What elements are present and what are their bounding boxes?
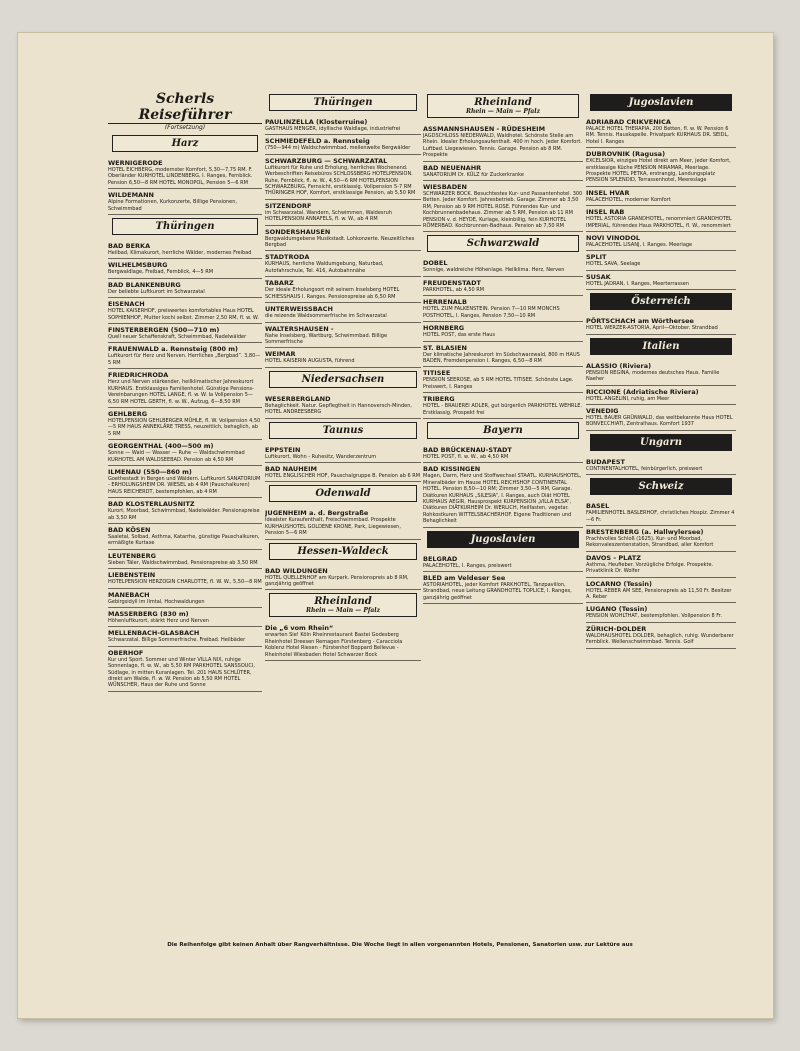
region-heading <box>112 135 258 152</box>
region-heading <box>269 593 417 617</box>
region-heading <box>427 422 579 439</box>
listing-location: ADRIABAD CRIKVENICA <box>586 118 671 126</box>
listing-location: INSEL RAB <box>586 208 625 217</box>
listing-entry <box>265 444 421 463</box>
listing-description: Nahe Inselsberg, Wartburg, Schwimmbad. Billige Sommerfrische <box>265 332 388 345</box>
listing-entry <box>265 116 421 135</box>
listing-entry <box>265 251 421 277</box>
listing-entry <box>108 608 262 627</box>
region-heading-text: Italien <box>642 340 680 352</box>
listing-description: im Schwarzatal. Wandern, Schwimmen, Waldesruh HOTELPENSION ANNAFELS, fl. w. W., ab 4 RM <box>265 209 392 223</box>
listing-entry <box>265 507 421 539</box>
listing-entry <box>265 135 421 154</box>
listing-entry <box>586 456 736 475</box>
listing-entry <box>423 444 583 463</box>
listing-description: Der ideale Erholungsort mit seinem Inselsberg HOTEL SCHIESSHAUS I. Ranges. Pensionspreise ab 6,50 RM <box>265 287 400 300</box>
listing-description: HOTEL ENGLISCHER HOF, Pauschalgruppe B. Pension ab 6 RM <box>265 472 421 479</box>
listing-entry <box>586 251 736 270</box>
listing-description: Der klimatische Jahreskurort im Südschwarzwald, 800 m HAUS BADEN, Fremdenpension I. Ranges, 6,50—8 RM <box>423 351 580 364</box>
listing-location: SITZENDORF <box>265 201 312 210</box>
guide-title: Scherls Reiseführer <box>108 91 262 124</box>
listing-description: FAMILIENHOTEL BASLERHOF, christliches Hospiz. Zimmer 4—6 Fr. <box>586 510 735 523</box>
listing-description: HOTEL ANGELINI, ruhig, am Meer <box>586 395 670 402</box>
region-heading-subtitle: Rhein — Main — Pfalz <box>465 108 540 115</box>
listing-entry <box>586 187 736 206</box>
region-heading-text: Schwarzwald <box>466 238 540 250</box>
listing-description: Sonnige, waldreiche Höhenlage. Heilklima. Herz, Nerven <box>423 267 565 274</box>
listing-description: PARKHOTEL, ab 4,50 RM <box>423 286 485 293</box>
listing-description: PENSION SEEROSE, ab 5 RM HOTEL TITISEE. Schönste Lage. Preiswert, I. Ranges <box>423 377 574 390</box>
region-heading-text: Ungarn <box>639 436 682 448</box>
region-heading <box>112 218 258 235</box>
listing-entry <box>108 550 262 569</box>
listing-description: SANATORIUM Dr. KÜLZ für Zuckerkranke <box>423 171 524 178</box>
listing-entry <box>423 123 583 162</box>
listing-entry <box>423 367 583 393</box>
listing-location: BASEL <box>586 502 610 511</box>
listing-entry <box>265 348 421 367</box>
listing-entry <box>108 647 262 692</box>
listing-description: HOTEL JADRAN, I. Ranges, Meerterrassen <box>586 280 689 287</box>
region-heading <box>590 293 732 310</box>
listing-entry <box>586 315 736 334</box>
listing-location: BRESTENBERG (a. Hallwylersee) <box>586 527 704 536</box>
listing-description: KURHAUS, herrliche Waldumgebung, Naturbad, Autofahrschule, Tel. 416, Autobahnnähe <box>265 261 384 274</box>
listing-location: SUSAK <box>586 272 611 281</box>
listing-description: Luftkurort für Ruhe und Erholung, herrliches Wochenend. Werbeschriften Reisebüros SCHLOSSBERG HOTELPENSION. Ruhe, Fernblick, fl. w. W., 4,50—6 RM HOTELPENSION SCHWARZBURG, Fernsicht, erstklassig. Vollpension 5-7 RM THÜRINGER HOF, Komfort, erstklassige Pension, ab 5,50 RM <box>265 164 416 197</box>
listing-description: PALACEHOTEL, moderner Komfort <box>586 196 671 203</box>
listing-description: HOTEL POST, fl. w. W., ab 4,50 RM <box>423 453 509 460</box>
column-1 <box>108 91 262 692</box>
region-heading <box>590 478 732 495</box>
listing-entry <box>586 206 736 232</box>
listing-description: PENSION REGINA, modernes deutsches Haus. Familie Naeher <box>586 369 720 383</box>
listing-description: JAGDSCHLOSS NIEDERWALD, Waldhotel. Schönste Stelle am Rhein. Idealer Erholungsaufenthalt. 400 m hoch. Jeder Komfort. Luftbad. Liegewiesen. Tennis. Garage. Pension ab 8 RM. Prospekte <box>423 133 582 159</box>
listing-location: LIEBENSTEIN <box>108 571 156 580</box>
listing-entry <box>108 259 262 278</box>
listing-entry <box>586 603 736 622</box>
region-heading <box>427 235 579 252</box>
listing-description: EXCELSIOR, einziges Hotel direkt am Meer, jeder Komfort, erstklassige Küche PENSION MIRAMAR, Meerlage. Prospekte HOTEL PETKA, erstrangig, Landungsplatz PENSION SPLENDID, Terrassenhotel, Meereslage <box>586 158 731 184</box>
listing-location: SPLIT <box>586 253 607 262</box>
listing-description: PENSION WOHLTHAT, bestempfohlen. Vollpension 8 Fr. <box>586 613 722 620</box>
region-heading <box>590 338 732 355</box>
listing-entry <box>586 552 736 578</box>
listing-location: RICCIONE (Adriatische Riviera) <box>586 387 699 396</box>
listing-description: HOTEL KAISERIN AUGUSTA, führend <box>265 358 355 365</box>
listing-description: Herz und Nerven stärkender, heilklimatischer Jahreskurort KURHAUS. Erstklassiges Familienhotel. Günstige Pensions-Vereinbarungen HOTEL LANGE, fl. w. W. Ia Vollpension 5—6,50 RM HOTEL GERTH, fl. w. W., Aufzug, 6—8,50 RM <box>108 379 254 405</box>
listing-entry <box>423 277 583 296</box>
listing-entry <box>108 298 262 324</box>
listing-entry <box>586 500 736 526</box>
listing-entry <box>586 526 736 552</box>
listing-location: TABARZ <box>265 279 294 288</box>
listing-description: Saaletal, Solbad, Asthma, Katarrhe, günstige Pauschalkuren, ermäßigte Kurtaxe <box>108 533 260 547</box>
magazine-page <box>18 33 773 1018</box>
listing-location: WALTERSHAUSEN - <box>265 324 334 333</box>
listing-entry <box>108 279 262 298</box>
listing-description: HOTEL REBER AM SEE, Pensionspreis ab 11,50 Fr. Besitzer A. Reber <box>586 587 732 600</box>
listing-location: GEHLBERG <box>108 409 148 418</box>
listing-location: TITISEE <box>423 369 451 378</box>
listing-location: LEUTENBERG <box>108 551 156 560</box>
listing-description: PALACE HOTEL THERAPIA, 200 Betten, fl. w. W. Pension 6 RM. Tennis. Hauskapelle. Privatpark KURHAUS DR. SEIDL, Hotel I. Ranges <box>586 126 729 145</box>
listing-entry <box>265 463 421 482</box>
listing-location: INSEL HVAR <box>586 188 630 197</box>
listing-location: WILHELMSBURG <box>108 261 168 270</box>
listing-location: WILDEMANN <box>108 191 154 200</box>
listing-entry <box>108 408 262 440</box>
listing-description: Heilbad, Klimakurort, herrliche Wälder, modernes Freibad <box>108 250 252 257</box>
region-heading-text: Thüringen <box>313 97 373 108</box>
listing-location: BAD BLANKENBURG <box>108 280 181 289</box>
listing-entry <box>265 565 421 591</box>
listing-entry <box>586 116 736 148</box>
listing-location: ALASSIO (Riviera) <box>586 361 652 370</box>
listing-entry <box>265 323 421 349</box>
listing-entry <box>586 271 736 290</box>
footer-note: Die Reihenfolge gibt keinen Anhalt über Rangverhältnisse. Die Woche liegt in allen vorgenannten Hotels, Pensionen, Sanatorien usw. zur Lektüre aus <box>167 942 633 948</box>
region-heading-subtitle: Rhein — Main — Pfalz <box>305 607 380 615</box>
region-heading-text: Jugoslavien <box>628 97 694 108</box>
listing-location: OBERHOF <box>108 648 144 657</box>
listing-location: FREUDENSTADT <box>423 278 481 287</box>
listing-location: LOCARNO (Tessin) <box>586 579 652 588</box>
column-3 <box>423 91 583 604</box>
listing-location: BAD KÖSEN <box>108 525 151 534</box>
region-heading-text: Odenwald <box>315 488 371 500</box>
region-heading-text: Thüringen <box>155 221 215 233</box>
listing-location: DAVOS - PLATZ <box>586 553 641 562</box>
listing-description: Kur und Sport. Sommer und Winter VILLA NIX, ruhige Sonnenlage, fl. w. W., ab 5,50 RM PARKHOTEL SANSSOUCI, Südlage, in mitten Kuranlagen. Tel. 201 HAUS SCHLÜTER, direkt am Walde, fl. w. W. Pension ab 5,50 RM HOTEL WÜNSCHER, Haus der Ruhe und Sonne <box>108 656 255 689</box>
listing-description: HOTEL EICHBERG, modernster Komfort, 5,30—7,75 RM. F. Oberländer KURHOTEL LINDENBERG, I. Ranges, Fernblick. Pension 6,50—8 RM HOTEL MONOPOL, Pension 5—6 RM <box>108 167 253 186</box>
region-heading-text: Harz <box>171 138 199 149</box>
listing-location: ILMENAU (550—860 m) <box>108 467 192 476</box>
listing-entry <box>265 200 421 226</box>
listing-description: erwarten Sie! Köln Rheinrestaurant Bastei Godesberg Rheinhotel Dreesen Remagen Fürstenberg - Caracciola Koblenz Hotel Riesen - Fürstenhof Boppard Bellevue - Rheinhotel Wiesbaden Hotel Schwarzer Bock <box>265 632 403 658</box>
listing-entry <box>265 622 421 661</box>
listing-description: HOTEL BAUER GRÜNWALD, das weltbekannte Haus HOTEL BONVECCHIATI, Zentralhaus. Komfort 1937 <box>586 414 733 428</box>
listing-description: Magen, Darm, Herz und Stoffwechsel STAATL. KURHAUSHOTEL, Mineralbäder im Hause HOTEL REICHSHOF CONTINENTAL HOTEL. Pension 8,50—10 RM; Zimmer 3,50—5 RM, Garage. Diätkuren KURHAUS „SILESIA“, I. Ranges, auch Diät HOTEL KURHAUS AEGIR, Hausprospekt KURPENSION „VILLA ELSA“, Diätkuren DIÄTKURHEIM Dr. WERLICH, Heilfasten, vegetar. Rohkostkuren WITTELSBACHERHOF. Eigene Traditionen und Behaglichkeit <box>423 473 582 525</box>
listing-location: UNTERWEISSBACH <box>265 305 333 314</box>
listing-description: Alpine Formationen, Kurkonzerte, Billige Pensionen, Schwimmbad <box>108 199 238 212</box>
listing-location: MASSERBERG (830 m) <box>108 610 189 618</box>
region-heading <box>269 94 417 111</box>
listing-entry <box>586 232 736 251</box>
listing-entry <box>586 148 736 187</box>
listing-entry <box>108 627 262 646</box>
listing-location: PÖRTSCHACH am Wörthersee <box>586 317 694 326</box>
listing-entry <box>423 162 583 181</box>
listing-description: WALDHAUSHOTEL DOLDER, behaglich, ruhig. Wunderbarer Fernblick. Wellenschwimmbad. Tennis. Golf <box>586 632 734 646</box>
listing-location: JUGENHEIM a. d. Bergstraße <box>265 509 369 518</box>
listing-location: LUGANO (Tessin) <box>586 605 648 614</box>
guide-subtitle: (Fortsetzung) <box>164 124 206 131</box>
listing-description: Behaglichkeit. Natur. Gepflegtheit in Hannoversch-Minden, HOTEL ANDREESBERG <box>265 402 412 416</box>
listing-location: BAD NEUENAHR <box>423 163 482 172</box>
column-2 <box>265 91 421 661</box>
listing-location: FRIEDRICHRODA <box>108 371 169 380</box>
region-heading <box>427 94 579 118</box>
listing-location: WERNIGERODE <box>108 159 163 167</box>
region-heading-text: Niedersachsen <box>301 373 385 385</box>
listing-location: Die „6 vom Rhein“ <box>265 624 334 633</box>
region-heading <box>427 531 579 548</box>
listing-location: WIESBADEN <box>423 183 467 192</box>
listing-description: die reizende Waldsommerfrische im Schwarzatal <box>265 313 387 320</box>
listing-location: MELLENBACH-GLASBACH <box>108 629 200 638</box>
listing-description: Schwarzatal. Billige Sommerfrische. Freibad. Heilbäder <box>108 637 246 644</box>
region-heading-text: Jugoslavien <box>470 533 536 545</box>
column-4 <box>586 91 736 649</box>
listing-description: PALACEHOTEL LISANJ, I. Ranges. Meerlage <box>586 242 693 249</box>
region-heading-text: Bayern <box>483 424 523 436</box>
listing-description: Höhenluftkurort, stärkt Herz und Nerven <box>108 618 209 624</box>
listing-location: SONDERSHAUSEN <box>265 227 331 236</box>
listing-entry <box>108 189 262 215</box>
region-heading-text: Hessen-Waldeck <box>297 545 389 557</box>
listing-entry <box>423 463 583 527</box>
listing-entry <box>265 277 421 303</box>
listing-entry <box>423 572 583 604</box>
listing-description: (750—944 m) Waldschwimmbad, meilenweite Bergwälder <box>265 145 411 152</box>
listing-description: Bergwaldumgebene Musikstadt. Lohkonzerte. Neuzeitliches Bergbad <box>265 235 415 249</box>
listing-entry <box>265 226 421 252</box>
region-heading <box>269 422 417 439</box>
listing-description: Quell neuer Schaffenskraft, Schwimmbad, Nadelwälder <box>108 334 247 341</box>
listing-description: Sieben Täler, Waldschwimmbad, Pensionspreise ab 3,50 RM <box>108 559 258 566</box>
listing-description: Der beliebte Luftkurort im Schwarzatal <box>108 288 205 295</box>
listing-location: TRIBERG <box>423 395 455 404</box>
listing-location: BUDAPEST <box>586 457 625 466</box>
listing-location: STADTRODA <box>265 253 310 262</box>
listing-description: Luftkurort für Herz und Nerven. Herrliches „Bergbad“. 3,80—5 RM <box>108 353 261 366</box>
listing-entry <box>108 589 262 608</box>
listing-location: MANEBACH <box>108 590 150 599</box>
listing-entry <box>108 324 262 343</box>
listing-description: HOTELPENSION HERZOGIN CHARLOTTE, fl. W. W., 5,50—8 RM <box>108 579 262 586</box>
listing-description: HOTEL KAISERHOF, preiswertes komfortables Haus HOTEL SOPHIENHOF, Mutter kochi selbst. Zimmer 2,50 RM, fl. w. W. <box>108 308 259 321</box>
listing-location: WESERBERGLAND <box>265 394 331 403</box>
listing-description: Asthma, Heufieber. Vorzügliche Erfolge. Prospekte. Privatklinik Dr. Wolfer <box>586 561 714 575</box>
listing-description: Bergwaldlage, Freibad, Fernblick, 4—5 RM <box>108 269 214 276</box>
listing-description: Idealster Kuraufenthalt, Freischwimmbad. Prospekte KURHAUSHOTEL GOLDENE KRONE, Park, Liegewiesen, Pension 5—6 RM <box>265 517 401 537</box>
region-heading <box>269 485 417 502</box>
listing-description: HOTELPENSION GEHLBERGER MÜHLE, fl. W. Vollpension 4,50—5 RM HAUS ANNEKLÄRE TRESS, neuzeitlich, behaglich, ab 5 RM <box>108 417 261 437</box>
listing-description: SCHWARZER BOCK. Besuchtestes Kur- und Passantenhotel. 300 Betten. Jeder Komfort. Jahresbetrieb. Garage. Zimmer ab 3,50 RM, Pension ab 9 RM HOTEL ROSE. Führendes Kur- und Kochbrunnenbadehaus. Zimmer ab 5 RM, Pension ab 11 RM PENSION v. d. HEYDE, Kurlage, kleinbillig, fein KURHOTEL RÖMERBAD. Kochbrunnen-Badhaus. Pension ab 7,50 RM <box>423 191 583 230</box>
listing-description: HOTEL ZUM FALKENSTEIN. Pension 7—10 RM MONCHS POSTHOTEL, I. Ranges, Pension 7,50—10 RM <box>423 306 560 319</box>
region-heading-text: Rheinland <box>314 596 372 608</box>
listing-description: HOTEL QUELLENHOF am Kurpark. Pensionspreis ab 8 RM, ganzjährig geöffnet <box>265 574 409 587</box>
listing-location: WEIMAR <box>265 350 296 359</box>
listing-location: BAD WILDUNGEN <box>265 566 328 575</box>
listing-location: EPPSTEIN <box>265 445 301 454</box>
listing-description: ASTORIAHOTEL, jeder Komfort PARKHOTEL, Tanzpavillon, Strandbad, neue Leitung GRANDHOTEL TOPLICE, I. Ranges, ganzjährig geöffnet <box>423 582 572 601</box>
listing-entry <box>108 369 262 408</box>
region-heading <box>269 543 417 560</box>
listing-entry <box>108 524 262 550</box>
listing-description: HOTEL POST, das erste Haus <box>423 332 496 339</box>
listing-entry <box>586 623 736 649</box>
listing-entry <box>108 157 262 189</box>
listing-description: HOTEL WERZER-ASTORIA, April—Oktober. Strandbad <box>586 325 718 332</box>
listing-description: Kurort, Moorbad, Schwimmbad, Nadelwälder. Pensionspreise ab 3,50 RM <box>108 508 260 521</box>
listing-entry <box>265 393 421 419</box>
listing-location: PAULINZELLA (Klosterruine) <box>265 118 368 126</box>
listing-description: Luftkurort, Wohn - Ruhesitz, Wanderzentrum <box>265 453 377 460</box>
listing-description: HOTEL SAVA, Seelage <box>586 261 641 268</box>
listing-location: BAD BERKA <box>108 242 151 251</box>
listing-location: GEORGENTHAL (400—500 m) <box>108 442 214 451</box>
listing-location: EISENACH <box>108 300 145 309</box>
listing-location: ASSMANNSHAUSEN - RÜDESHEIM <box>423 125 546 133</box>
region-heading <box>269 371 417 388</box>
listing-location: BELGRAD <box>423 554 458 563</box>
listing-description: Prachtvolles Schloß (1625), Kur- und Moorbad, Rekonvaleszentenstation, Strandbad, aller Komfort <box>586 535 714 549</box>
listing-entry <box>586 360 736 386</box>
listing-location: BAD KISSINGEN <box>423 465 481 474</box>
listing-location: DOBEL <box>423 259 448 268</box>
listing-entry <box>108 440 262 466</box>
listing-entry <box>265 155 421 200</box>
listing-entry <box>423 257 583 276</box>
listing-location: FINSTERBERGEN (500—710 m) <box>108 326 220 335</box>
listing-entry <box>108 466 262 498</box>
listing-description: PALACEHOTEL, I. Ranges, preiswert <box>423 562 512 569</box>
listing-entry <box>265 303 421 322</box>
listing-entry <box>423 342 583 368</box>
listing-description: GASTHAUS MENGER, idyllische Waldlage, industriefrei <box>265 126 401 132</box>
listing-location: DUBROVNIK (Ragusa) <box>586 150 666 159</box>
listing-location: BAD BRÜCKENAU-STADT <box>423 445 512 454</box>
listing-description: Gebirgsidyll im Ilmtal, Hochwaldungen <box>108 598 205 605</box>
listing-entry <box>586 578 736 604</box>
region-heading-text: Taunus <box>322 424 364 436</box>
listing-location: HERRENALB <box>423 298 467 307</box>
listing-entry <box>423 553 583 572</box>
listing-entry <box>423 296 583 322</box>
listing-location: FRAUENWALD a. Rennsteig (800 m) <box>108 345 239 354</box>
region-heading-text: Österreich <box>631 296 691 308</box>
listing-description: Sonne — Wald — Wasser — Ruhe — Waldschwimmbad KURHOTEL AM WALDSEEBAD. Pension ab 4,50 RM <box>108 450 245 463</box>
region-heading-text: Rheinland <box>474 97 532 108</box>
listing-entry <box>586 405 736 431</box>
listing-entry <box>423 393 583 419</box>
listing-entry <box>586 386 736 405</box>
region-heading <box>590 94 732 111</box>
listing-description: HOTEL ASTORIA GRANDHOTEL, renommiert GRANDHOTEL IMPERIAL, führendes Haus PARKHOTEL, fl. W., renommiert <box>586 216 732 229</box>
listing-location: BAD NAUHEIM <box>265 464 317 473</box>
listing-location: ST. BLASIEN <box>423 343 467 352</box>
listing-location: VENEDIG <box>586 406 619 415</box>
listing-entry <box>423 322 583 341</box>
listing-location: SCHWARZBURG — SCHWARZATAL <box>265 156 388 165</box>
listing-entry <box>108 240 262 259</box>
listing-entry <box>108 569 262 588</box>
listing-entry <box>423 181 583 232</box>
listing-location: SCHMIEDEFELD a. Rennsteig <box>265 137 370 146</box>
listing-location: HORNBERG <box>423 324 465 333</box>
listing-location: BLED am Veldeser See <box>423 574 506 582</box>
region-heading <box>590 434 732 451</box>
listing-location: NOVI VINODOL <box>586 234 640 243</box>
listing-description: Goethestadt in Bergen und Wäldern. Luftkurort SANATORIUM - ERHOLUNGSHEIM DR. WIESEL ab 4 RM (Pauschalkuren) HAUS REICHERDT, bestempfohlen, ab 4 RM <box>108 475 261 495</box>
listing-entry <box>108 498 262 524</box>
listing-location: ZÜRICH-DOLDER <box>586 624 647 633</box>
listing-location: BAD KLOSTERLAUSNITZ <box>108 500 195 509</box>
listing-description: HOTEL - BRAUEREI ADLER, gut bürgerlich PARKHOTEL WEHRLE. Erstklassig. Prospekt frei <box>423 403 583 416</box>
listing-entry <box>108 343 262 369</box>
region-heading-text: Schweiz <box>638 481 684 493</box>
listing-description: CONTINENTALHOTEL, feinbürgerlich, preiswert <box>586 465 703 472</box>
